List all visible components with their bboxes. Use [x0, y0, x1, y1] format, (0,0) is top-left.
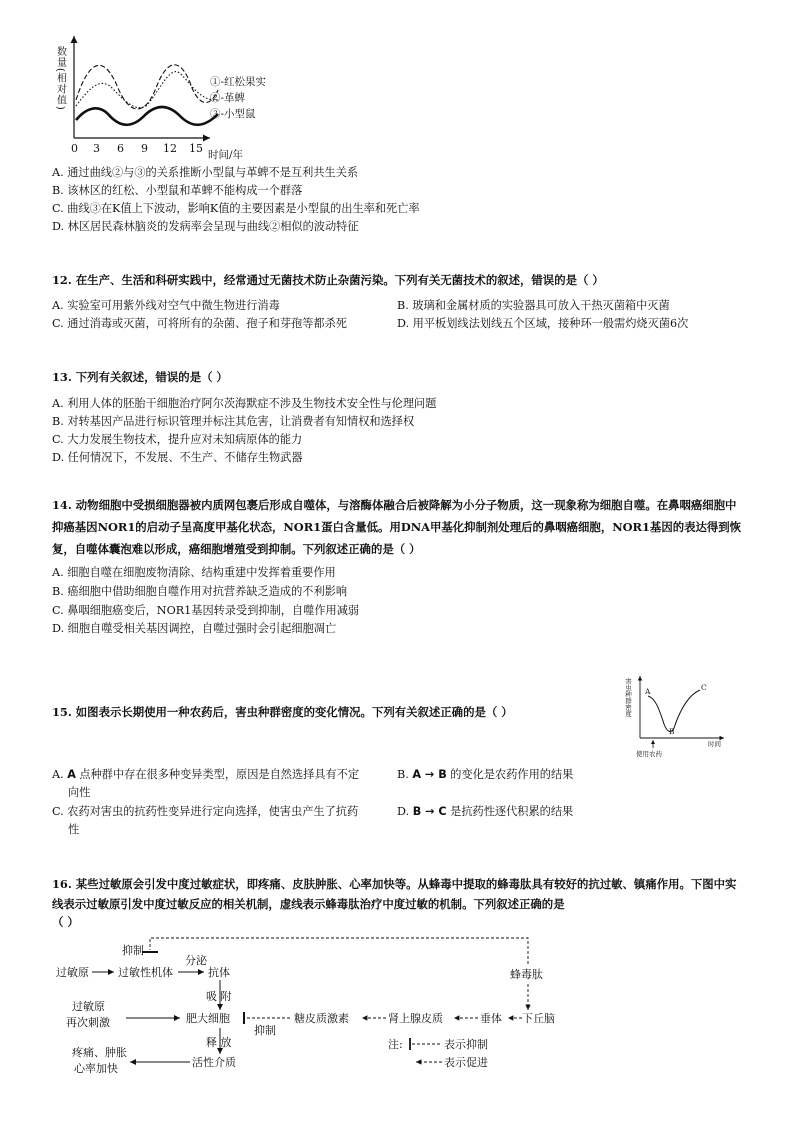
node-allergen: 过敏原: [56, 966, 89, 979]
q15-a-text1: 点种群中存在很多种变异类型，原因是自然选择具有不定: [75, 768, 360, 781]
q15-option-a-line2: 向性: [68, 786, 91, 799]
legend-3: ③-小型鼠: [210, 108, 256, 120]
curve-2-ticks: [76, 72, 218, 108]
q15-d-symbol-2: C: [438, 805, 447, 818]
q15-d-arrow: →: [421, 805, 439, 818]
population-chart: [50, 28, 290, 160]
node-adrenal-cortex: 肾上腺皮质: [388, 1012, 443, 1025]
legend-1: ①-红松果实: [210, 76, 267, 88]
label-release: 释 放: [206, 1036, 232, 1049]
node-allergic-body: 过敏性机体: [118, 966, 173, 979]
node-mast-cell: 肥大细胞: [186, 1012, 230, 1025]
q15-a-prefix: A.: [52, 768, 68, 781]
q12-stem: 12. 在生产、生活和科研实践中，经常通过无菌技术防止杂菌污染。下列有关无菌技术的叙述，错误的是（ ）: [52, 273, 604, 287]
y-axis-label: 数量(相对值): [54, 46, 66, 111]
q15-option-b[interactable]: [397, 766, 573, 783]
fig15-pesticide-label: 使用农药: [636, 750, 662, 758]
node-antibody: 抗体: [208, 966, 230, 979]
fig15-point-c: C: [701, 683, 707, 692]
node-symptom-1: 疼痛、肿胀: [72, 1046, 127, 1059]
q15-d-symbol-1: B: [412, 805, 422, 818]
node-allergen-again-2: 再次刺激: [66, 1016, 110, 1029]
label-adsorb: 吸 附: [206, 990, 232, 1003]
q13-stem: 13. 下列有关叙述，错误的是（ ）: [52, 370, 228, 384]
label-secrete: 分泌: [185, 954, 207, 967]
q15-b-text: 的变化是农药作用的结果: [446, 768, 574, 781]
q15-option-c[interactable]: C. 农药对害虫的抗药性变异进行定向选择，使害虫产生了抗药: [52, 805, 359, 818]
legend-2: ②-革蜱: [210, 92, 246, 104]
node-mediator: 活性介质: [192, 1056, 236, 1069]
q14-option-c[interactable]: C. 鼻咽细胞癌变后，NOR1基因转录受到抑制，自噬作用减弱: [52, 604, 360, 617]
population-chart-svg: [50, 28, 290, 160]
fig15-x-label: 时间: [708, 740, 721, 748]
q12-option-a[interactable]: A. 实验室可用紫外线对空气中微生物进行消毒: [52, 299, 280, 312]
q16-paren: （ ）: [52, 915, 79, 929]
q11-option-d[interactable]: D. 林区居民森林脑炎的发病率会呈现与曲线②相似的波动特征: [52, 220, 359, 233]
node-glucocorticoid: 糖皮质激素: [294, 1012, 349, 1025]
q12-option-b[interactable]: B. 玻璃和金属材质的实验器具可放入干热灭菌箱中灭菌: [397, 299, 670, 312]
allergy-diagram-svg: [50, 928, 570, 1080]
x-axis-label: 时间/年: [208, 149, 244, 160]
node-bee-peptide: 蜂毒肽: [510, 968, 543, 981]
fig15-y-label: 害虫种群密度: [624, 678, 632, 717]
legend-promote-text: 表示促进: [444, 1056, 488, 1069]
q15-option-d[interactable]: [397, 803, 573, 820]
fig15-point-a: A: [645, 687, 651, 696]
fig15-point-b: B: [669, 727, 675, 736]
q13-option-c[interactable]: C. 大力发展生物技术，提升应对未知病原体的能力: [52, 433, 303, 446]
q12-option-d[interactable]: D. 用平板划线法划线五个区域，接种环一般需灼烧灭菌6次: [397, 317, 689, 330]
q15-d-prefix: D.: [397, 805, 413, 818]
q14-option-a[interactable]: A. 细胞自噬在细胞废物清除、结构重建中发挥着重要作用: [52, 566, 336, 579]
q15-option-a[interactable]: [52, 766, 359, 783]
q13-option-a[interactable]: A. 利用人体的胚胎干细胞治疗阿尔茨海默症不涉及生物技术安全性与伦理问题: [52, 397, 437, 410]
label-inhibit-top: 抑制: [122, 944, 144, 957]
q11-option-c[interactable]: C. 曲线③在K值上下波动，影响K值的主要因素是小型鼠的出生率和死亡率: [52, 202, 420, 215]
q15-a-symbol: A: [67, 768, 76, 781]
node-hypothalamus: 下丘脑: [522, 1012, 555, 1025]
q13-option-d[interactable]: D. 任何情况下，不发展、不生产、不储存生物武器: [52, 451, 303, 464]
q12-option-c[interactable]: C. 通过消毒或灭菌，可将所有的杂菌、孢子和芽孢等都杀死: [52, 317, 347, 330]
q15-stem: 15. 如图表示长期使用一种农药后，害虫种群密度的变化情况。下列有关叙述正确的是（ ）: [52, 705, 513, 719]
x-tick-15: 15: [189, 142, 203, 155]
pest-density-svg: [620, 672, 730, 758]
q15-d-text: 是抗药性逐代积累的结果: [446, 805, 574, 818]
q15-b-arrow: →: [421, 768, 439, 781]
q11-option-a[interactable]: A. 通过曲线②与③的关系推断小型鼠与革蜱不是互利共生关系: [52, 166, 359, 179]
label-inhibit-mid: 抑制: [254, 1024, 276, 1037]
x-tick-3: 3: [93, 142, 100, 155]
node-pituitary: 垂体: [480, 1012, 502, 1025]
x-tick-6: 6: [117, 142, 124, 155]
legend-inhibit-text: 表示抑制: [444, 1038, 488, 1051]
q16-stem: 16. 某些过敏原会引发中度过敏症状，即疼痛、皮肤肿胀、心率加快等。从蜂毒中提取的蜂毒肽具有较好的抗过敏、镇痛作用。下图中实线表示过敏原引发中度过敏反应的相关机制，虚线表示蜂毒肽治疗中度过敏的机制。下列叙述正确的是: [52, 877, 737, 911]
pest-density-figure: [620, 672, 730, 758]
node-symptom-2: 心率加快: [74, 1062, 118, 1075]
q15-b-symbol-2: B: [438, 768, 447, 781]
node-allergen-again-1: 过敏原: [72, 1000, 105, 1013]
q14-option-d[interactable]: D. 细胞自噬受相关基因调控，自噬过强时会引起细胞凋亡: [52, 622, 337, 635]
x-tick-0: 0: [71, 142, 78, 155]
legend-note-label: 注:: [388, 1038, 403, 1051]
curve-1-pine-nuts: [76, 65, 218, 109]
q15-option-c-line2: 性: [68, 823, 80, 836]
allergy-mechanism-diagram: [50, 928, 570, 1080]
q15-b-symbol-1: A: [412, 768, 422, 781]
q13-option-b[interactable]: B. 对转基因产品进行标识管理并标注其危害，让消费者有知情权和选择权: [52, 415, 415, 428]
q15-b-prefix: B.: [397, 768, 413, 781]
x-tick-12: 12: [163, 142, 177, 155]
q14-stem: 14. 动物细胞中受损细胞器被内质网包裹后形成自噬体，与溶酶体融合后被降解为小分子物质，这一现象称为细胞自噬。在鼻咽癌细胞中抑癌基因NOR1的启动子呈高度甲基化状态，NOR1蛋白含量低。用DNA甲基化抑制剂处理后的鼻咽癌细胞，NOR1基因的表达得到恢复，自噬体囊泡难以形成，癌细胞增殖受到抑制。下列叙述正确的是（ ）: [52, 498, 742, 556]
q11-option-b[interactable]: B. 该林区的红松、小型鼠和革蜱不能构成一个群落: [52, 184, 303, 197]
fig15-curve: [648, 690, 700, 731]
x-tick-9: 9: [141, 142, 148, 155]
q14-option-b[interactable]: B. 癌细胞中借助细胞自噬作用对抗营养缺乏造成的不利影响: [52, 585, 348, 598]
curve-3-small-mice: [76, 107, 218, 125]
